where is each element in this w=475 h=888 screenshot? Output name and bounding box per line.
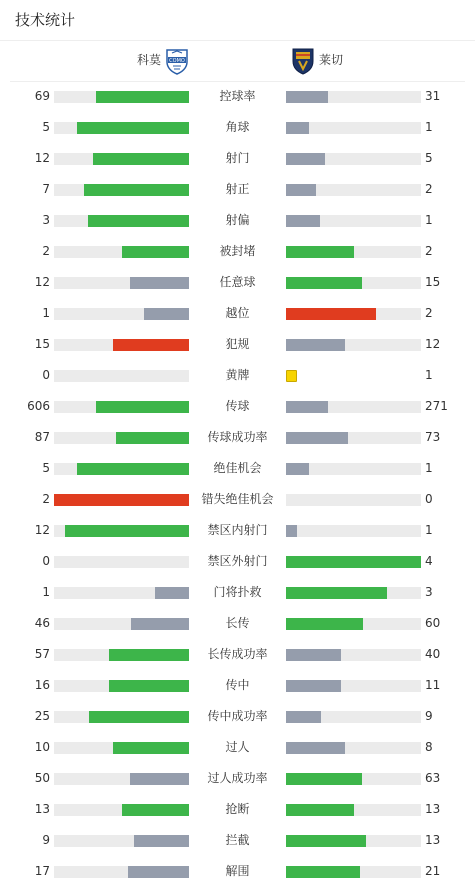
home-stat-value: 17 xyxy=(34,864,50,878)
away-stat-value: 4 xyxy=(425,554,433,568)
stat-row xyxy=(0,546,475,577)
stat-row xyxy=(0,81,475,112)
stat-label: 射门 xyxy=(225,151,250,165)
away-stat-bar-fill xyxy=(286,277,362,289)
away-stat-value: 1 xyxy=(425,213,433,227)
home-stat-value: 15 xyxy=(34,337,50,351)
home-stat-bar xyxy=(54,494,189,506)
away-stat-bar-fill xyxy=(286,680,341,692)
stat-row xyxy=(0,205,475,236)
away-stat-value: 8 xyxy=(425,740,433,754)
home-stat-value: 1 xyxy=(42,585,50,599)
home-stat-bar xyxy=(54,680,189,692)
teams-header xyxy=(0,47,475,75)
stat-label: 过人成功率 xyxy=(207,771,268,785)
home-stat-bar xyxy=(54,587,189,599)
away-stat-bar-fill xyxy=(286,587,387,599)
away-stat-bar xyxy=(286,463,421,475)
away-stat-value: 63 xyxy=(425,771,441,785)
stat-row xyxy=(0,577,475,608)
home-stat-bar-fill xyxy=(96,401,189,413)
home-stat-bar-fill xyxy=(84,184,189,196)
away-stat-value: 13 xyxy=(425,802,441,816)
away-stat-value: 3 xyxy=(425,585,433,599)
home-team-name: 科莫 xyxy=(136,53,161,67)
away-stat-bar-fill xyxy=(286,835,366,847)
home-stat-bar xyxy=(54,866,189,878)
away-stat-value: 60 xyxy=(425,616,441,630)
away-stat-bar xyxy=(286,122,421,134)
home-stat-value: 13 xyxy=(34,802,50,816)
home-stat-bar xyxy=(54,370,189,382)
away-team-name: 莱切 xyxy=(319,53,344,67)
away-stat-bar xyxy=(286,308,421,320)
away-stat-value: 2 xyxy=(425,182,433,196)
stat-label: 抢断 xyxy=(225,802,250,816)
away-stat-bar xyxy=(286,432,421,444)
home-stat-bar-fill xyxy=(122,246,190,258)
home-stat-value: 5 xyxy=(42,120,50,134)
stat-label: 控球率 xyxy=(219,89,256,103)
away-team-crest-icon xyxy=(290,47,316,75)
away-stat-bar xyxy=(286,742,421,754)
home-team-crest-icon xyxy=(164,47,190,75)
away-stat-value: 5 xyxy=(425,151,433,165)
stat-row xyxy=(0,670,475,701)
stat-label: 长传 xyxy=(225,616,250,630)
stat-label: 射正 xyxy=(225,182,250,196)
away-stat-bar-fill xyxy=(286,463,309,475)
stat-row xyxy=(0,236,475,267)
home-stat-bar-fill xyxy=(54,494,189,506)
home-stat-value: 2 xyxy=(42,492,50,506)
away-stat-bar-fill xyxy=(286,618,363,630)
stat-row xyxy=(0,267,475,298)
away-stat-value: 2 xyxy=(425,244,433,258)
home-stat-bar-fill xyxy=(96,91,189,103)
stat-row xyxy=(0,360,475,391)
stat-row xyxy=(0,298,475,329)
home-stat-bar-fill xyxy=(113,339,189,351)
away-stat-bar-fill xyxy=(286,91,328,103)
away-stat-bar-fill xyxy=(286,153,325,165)
stat-label: 禁区外射门 xyxy=(207,554,268,568)
home-stat-value: 25 xyxy=(34,709,50,723)
away-stat-value: 1 xyxy=(425,120,433,134)
away-stat-bar xyxy=(286,556,421,568)
stat-label: 射偏 xyxy=(225,213,250,227)
home-stat-value: 87 xyxy=(34,430,50,444)
home-stat-bar xyxy=(54,277,189,289)
away-stat-value: 0 xyxy=(425,492,433,506)
stat-row xyxy=(0,639,475,670)
stat-label: 错失绝佳机会 xyxy=(201,492,274,506)
away-stat-bar-fill xyxy=(286,308,376,320)
home-stat-bar xyxy=(54,215,189,227)
stat-label: 黄牌 xyxy=(225,368,250,382)
away-stat-bar xyxy=(286,835,421,847)
stat-label: 角球 xyxy=(225,120,250,134)
home-stat-value: 0 xyxy=(42,554,50,568)
away-stat-bar-fill xyxy=(286,401,328,413)
yellow-card-icon xyxy=(286,370,297,382)
stat-row xyxy=(0,515,475,546)
home-stat-bar-fill xyxy=(109,649,189,661)
home-stat-value: 9 xyxy=(42,833,50,847)
home-stat-bar xyxy=(54,618,189,630)
away-stat-bar xyxy=(286,153,421,165)
home-stat-bar-fill xyxy=(155,587,189,599)
stat-label: 拦截 xyxy=(225,833,250,847)
away-stat-bar xyxy=(286,649,421,661)
away-stat-value: 31 xyxy=(425,89,441,103)
stat-row xyxy=(0,329,475,360)
home-stat-bar xyxy=(54,556,189,568)
home-stat-bar-fill xyxy=(128,866,189,878)
stat-row xyxy=(0,763,475,794)
home-stat-value: 50 xyxy=(34,771,50,785)
home-stat-bar xyxy=(54,401,189,413)
home-stat-bar-fill xyxy=(88,215,189,227)
stat-label: 解围 xyxy=(225,864,250,878)
away-stat-value: 21 xyxy=(425,864,441,878)
home-stat-bar xyxy=(54,804,189,816)
away-stat-bar xyxy=(286,339,421,351)
home-stat-bar-fill xyxy=(93,153,189,165)
home-stat-value: 69 xyxy=(34,89,50,103)
stat-label: 任意球 xyxy=(219,275,256,289)
away-stat-bar xyxy=(286,680,421,692)
stat-label: 禁区内射门 xyxy=(207,523,268,537)
stats-list xyxy=(0,81,475,887)
home-stat-bar-fill xyxy=(116,432,189,444)
home-stat-bar xyxy=(54,742,189,754)
away-stat-bar xyxy=(286,246,421,258)
away-stat-bar xyxy=(286,866,421,878)
home-stat-value: 3 xyxy=(42,213,50,227)
home-stat-bar xyxy=(54,184,189,196)
stat-label: 过人 xyxy=(225,740,250,754)
stat-row xyxy=(0,825,475,856)
away-stat-value: 73 xyxy=(425,430,441,444)
home-stat-value: 5 xyxy=(42,461,50,475)
away-stat-bar-fill xyxy=(286,525,297,537)
stat-row xyxy=(0,143,475,174)
home-stat-value: 0 xyxy=(42,368,50,382)
header-divider xyxy=(0,40,475,41)
stat-label: 传球成功率 xyxy=(207,430,268,444)
home-stat-bar-fill xyxy=(130,277,189,289)
stat-label: 越位 xyxy=(225,306,250,320)
page-title: 技术统计 xyxy=(15,11,76,29)
home-stat-bar-fill xyxy=(113,742,189,754)
away-stat-bar-fill xyxy=(286,246,354,258)
away-stat-bar-fill xyxy=(286,649,341,661)
away-stat-value: 40 xyxy=(425,647,441,661)
home-stat-bar xyxy=(54,308,189,320)
home-stat-bar xyxy=(54,773,189,785)
home-stat-bar xyxy=(54,91,189,103)
home-stat-value: 7 xyxy=(42,182,50,196)
home-stat-value: 16 xyxy=(34,678,50,692)
stat-label: 绝佳机会 xyxy=(213,461,262,475)
away-stat-bar xyxy=(286,711,421,723)
stat-row xyxy=(0,422,475,453)
home-crest-text: COMO xyxy=(169,58,185,64)
home-stat-bar-fill xyxy=(109,680,189,692)
away-stat-value: 9 xyxy=(425,709,433,723)
away-stat-bar-fill xyxy=(286,742,345,754)
home-stat-bar xyxy=(54,835,189,847)
stat-label: 被封堵 xyxy=(219,244,256,258)
away-stat-value: 1 xyxy=(425,461,433,475)
home-stat-value: 606 xyxy=(27,399,50,413)
away-stat-bar-fill xyxy=(286,773,362,785)
away-stat-bar-fill xyxy=(286,866,360,878)
home-stat-value: 12 xyxy=(34,151,50,165)
stat-label: 长传成功率 xyxy=(207,647,268,661)
home-stat-bar-fill xyxy=(77,463,189,475)
stat-label: 传球 xyxy=(225,399,250,413)
away-stat-value: 11 xyxy=(425,678,441,692)
away-stat-value: 1 xyxy=(425,368,433,382)
stat-label: 门将扑救 xyxy=(213,585,262,599)
home-stat-bar-fill xyxy=(77,122,189,134)
home-stat-bar-fill xyxy=(89,711,189,723)
away-stat-bar xyxy=(286,401,421,413)
away-stat-value: 15 xyxy=(425,275,441,289)
home-stat-bar-fill xyxy=(122,804,190,816)
away-stat-bar xyxy=(286,215,421,227)
home-stat-bar-fill xyxy=(134,835,189,847)
away-stat-value: 1 xyxy=(425,523,433,537)
stat-row xyxy=(0,112,475,143)
away-stat-value: 12 xyxy=(425,337,441,351)
stat-label: 犯规 xyxy=(225,337,250,351)
home-stat-bar xyxy=(54,246,189,258)
stat-row xyxy=(0,484,475,515)
away-stat-bar xyxy=(286,184,421,196)
home-stat-value: 2 xyxy=(42,244,50,258)
away-stat-value: 13 xyxy=(425,833,441,847)
home-stat-bar xyxy=(54,711,189,723)
away-stat-bar-fill xyxy=(286,711,321,723)
away-stat-bar xyxy=(286,91,421,103)
away-stat-bar-fill xyxy=(286,432,348,444)
home-stat-bar xyxy=(54,153,189,165)
stat-row xyxy=(0,453,475,484)
stat-label: 传中 xyxy=(225,678,250,692)
away-stat-bar-fill xyxy=(286,184,316,196)
away-stat-bar-fill xyxy=(286,339,345,351)
away-stat-bar-fill xyxy=(286,556,421,568)
home-stat-bar xyxy=(54,432,189,444)
home-stat-bar-fill xyxy=(144,308,189,320)
home-stat-value: 12 xyxy=(34,275,50,289)
home-stat-bar-fill xyxy=(65,525,189,537)
home-stat-bar-fill xyxy=(130,773,189,785)
away-stat-bar xyxy=(286,494,421,506)
home-stat-bar xyxy=(54,122,189,134)
home-stat-value: 57 xyxy=(34,647,50,661)
away-stat-bar-fill xyxy=(286,122,309,134)
away-stat-bar xyxy=(286,804,421,816)
away-stat-value: 271 xyxy=(425,399,448,413)
home-stat-value: 10 xyxy=(34,740,50,754)
stat-row xyxy=(0,701,475,732)
away-stat-bar xyxy=(286,618,421,630)
home-stat-bar xyxy=(54,649,189,661)
home-stat-value: 1 xyxy=(42,306,50,320)
stat-row xyxy=(0,391,475,422)
stat-row xyxy=(0,732,475,763)
away-stat-bar-fill xyxy=(286,804,354,816)
away-stat-bar xyxy=(286,587,421,599)
home-stat-bar xyxy=(54,339,189,351)
away-stat-value: 2 xyxy=(425,306,433,320)
stat-row xyxy=(0,608,475,639)
home-stat-value: 12 xyxy=(34,523,50,537)
home-stat-bar-fill xyxy=(131,618,189,630)
away-stat-bar xyxy=(286,277,421,289)
stat-row xyxy=(0,856,475,887)
stat-label: 传中成功率 xyxy=(207,709,268,723)
home-stat-bar xyxy=(54,525,189,537)
home-stat-bar xyxy=(54,463,189,475)
away-stat-bar xyxy=(286,525,421,537)
stat-row xyxy=(0,794,475,825)
stat-row xyxy=(0,174,475,205)
away-stat-bar-fill xyxy=(286,215,320,227)
home-stat-value: 46 xyxy=(34,616,50,630)
away-stat-bar xyxy=(286,773,421,785)
